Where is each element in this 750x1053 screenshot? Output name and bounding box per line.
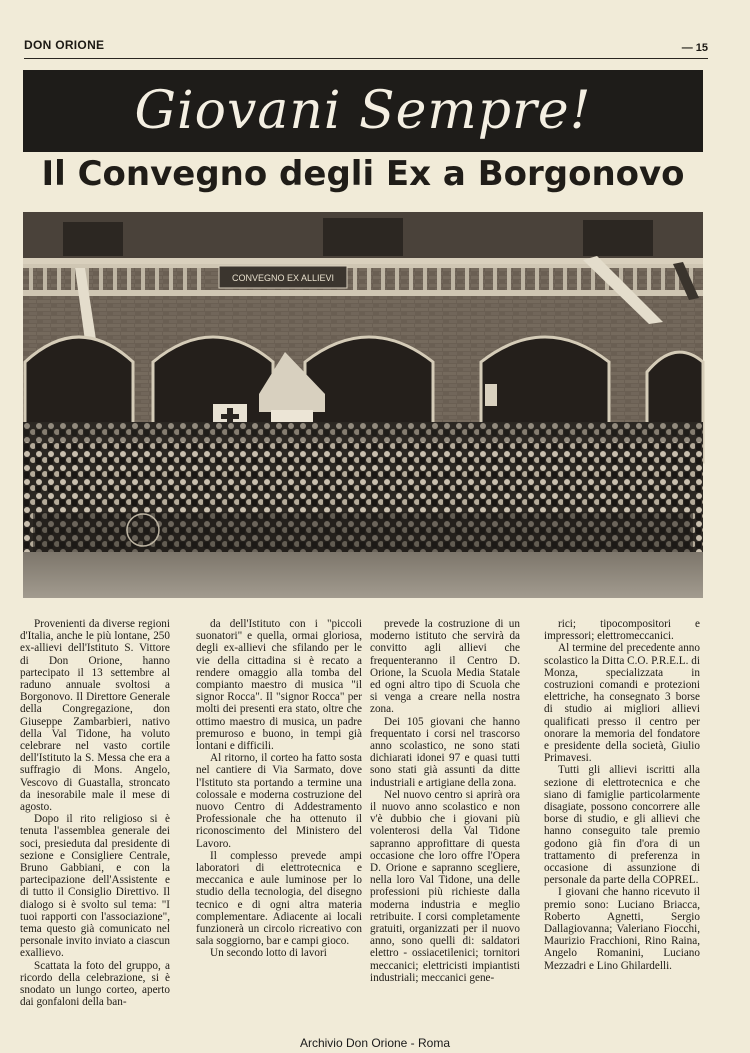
article-body [20, 618, 710, 1009]
group-photo [23, 212, 703, 598]
page-number: — 15 [681, 42, 708, 54]
paragraph: Il complesso prevede ampi laboratori di elettrotecnica e meccanica e aule luminose per lo studio della tecnologia, del disegno tecnico e di ogni altra materia complementare. Adiacente ai locali funzionerà un circolo ricreativo con sala soggiorno, bar e campi gioco. [196, 849, 362, 948]
article-headline: Il Convegno degli Ex a Borgonovo [41, 154, 685, 194]
paragraph: Al termine del precedente anno scolastico la Ditta C.O. P.R.E.L. di Monza, specializzata in costruzioni comandi e protezioni elettriche, ha consegnato 3 borse di studio ai migliori allievi qualificati presso il centro per onorare la memoria del fondatore e presidente della società, Giulio Primavesi. [544, 642, 700, 765]
paragraph: Nel nuovo centro si aprirà ora il nuovo anno scolastico e non v'è dubbio che i giovani più volenterosi della Val Tidone sapranno approfittare di questa occasione che loro offre l'Opera D. Orione e sapranno scegliere, nella loro Val Tidone, una delle professioni più richieste dalla moderna industria e meglio retribuite. I corsi completamente gratuiti, organizzati per il nuovo anno, sono quelli di: saldatori elettro - ossiacetilenici; tornitori meccanici; elettricisti impiantisti industriali; meccanici gene- [370, 788, 520, 984]
page-header [24, 38, 708, 59]
article-column-4 [544, 618, 700, 998]
paragraph: Un secondo lotto di lavori [210, 947, 327, 960]
paragraph: Dei 105 giovani che hanno frequentato i corsi nel trascorso anno scolastico, ne sono stati dichiarati idonei 97 e quasi tutti sono stati già assunti da ditte industriali e artigiane della zona. [370, 715, 520, 789]
banner-title: Giovani Sempre! [134, 81, 592, 141]
archive-footer: Archivio Don Orione - Roma [299, 1036, 451, 1050]
paragraph: Provenienti da diverse regioni d'Italia, anche le più lontane, 250 ex-allievi dell'Istituto S. Vittore di Don Orione, hanno partecipato il 13 settembre al raduno annuale svoltosi a Borgonovo. Il Direttore Generale della Congregazione, don Giuseppe Zambarbieri, nativo della Val Tidone, ha voluto celebrare nel vasto cortile dell'Istituto la S. Messa che era a suffragio di Mons. Angelo, Vescovo di Guastalla, stroncato da inesorabile male il mese di agosto. [20, 618, 170, 814]
paragraph: Al ritorno, il corteo ha fatto sosta nel cantiere di Via Sarmato, dove l'Istituto sta portando a termine una colossale e moderna costruzione del nuovo Centro di Addestramento Professionale che ha ottenuto il riconoscimento del Ministero del Lavoro. [196, 752, 362, 850]
paragraph: I giovani che hanno ricevuto il premio sono: Luciano Briacca, Roberto Agnetti, Sergio Dallagiovanna; Valeriano Fiocchi, Maurizio Fracchioni, Rino Raina, Angelo Romanini, Luciano Mezzadri e Lino Ghilardelli. [544, 886, 700, 972]
paragraph: Dopo il rito religioso si è tenuta l'assemblea generale dei soci, presieduta dal presidente di sezione e Consigliere Centrale, Bruno Gabbiani, e con la partecipazione dell'Assistente e di tutto il Consiglio Direttivo. Il dialogo si è svolto sul tema: "I tuoi rapporti con l'associazione", tema questo già comunicato nel personale invito inviato a ciascun exallievo. [20, 813, 170, 960]
paragraph: prevede la costruzione di un moderno istituto che servirà da convitto agli allievi che frequenteranno il Centro D. Orione, la Scuola Media Statale ed ogni altro tipo di Scuola che si venga a creare nella nostra zona. [370, 618, 520, 716]
article-column-2 [196, 618, 362, 998]
article-column-3 [370, 618, 520, 998]
paragraph: Tutti gli allievi iscritti alla sezione di elettrotecnica e che siano di famiglie particolarmente disagiate, possono concorrere alle borse di studio, e gli allievi che hanno conseguito tale premio godono già fin d'ora di un trattamento di preferenza in occasione di assunzione di personale da parte della COPREL. [544, 764, 700, 887]
balcony-sign: CONVEGNO EX ALLIEVI [231, 273, 335, 283]
article-column-1 [20, 618, 170, 1009]
paragraph: Scattata la foto del gruppo, a ricordo della celebrazione, si è snodato un lungo corteo, aperto dai gonfaloni della ban- [20, 959, 170, 1009]
paragraph: da dell'Istituto con i "piccoli suonatori" e quella, ormai gloriosa, degli ex-allievi che sfilando per le vie della cittadina si è recato a rendere omaggio alla tomba del compianto maestro di musica "il signor Rocca". Il "signor Rocca" per molti dei presenti era stato, oltre che ottimo maestro di musica, un padre premuroso e buono, in tempi già lontani e difficili. [196, 618, 362, 753]
title-banner [23, 70, 703, 152]
paragraph: rici; tipocompositori e impressori; elettromeccanici. [544, 618, 700, 643]
magazine-name: DON ORIONE [24, 38, 105, 52]
